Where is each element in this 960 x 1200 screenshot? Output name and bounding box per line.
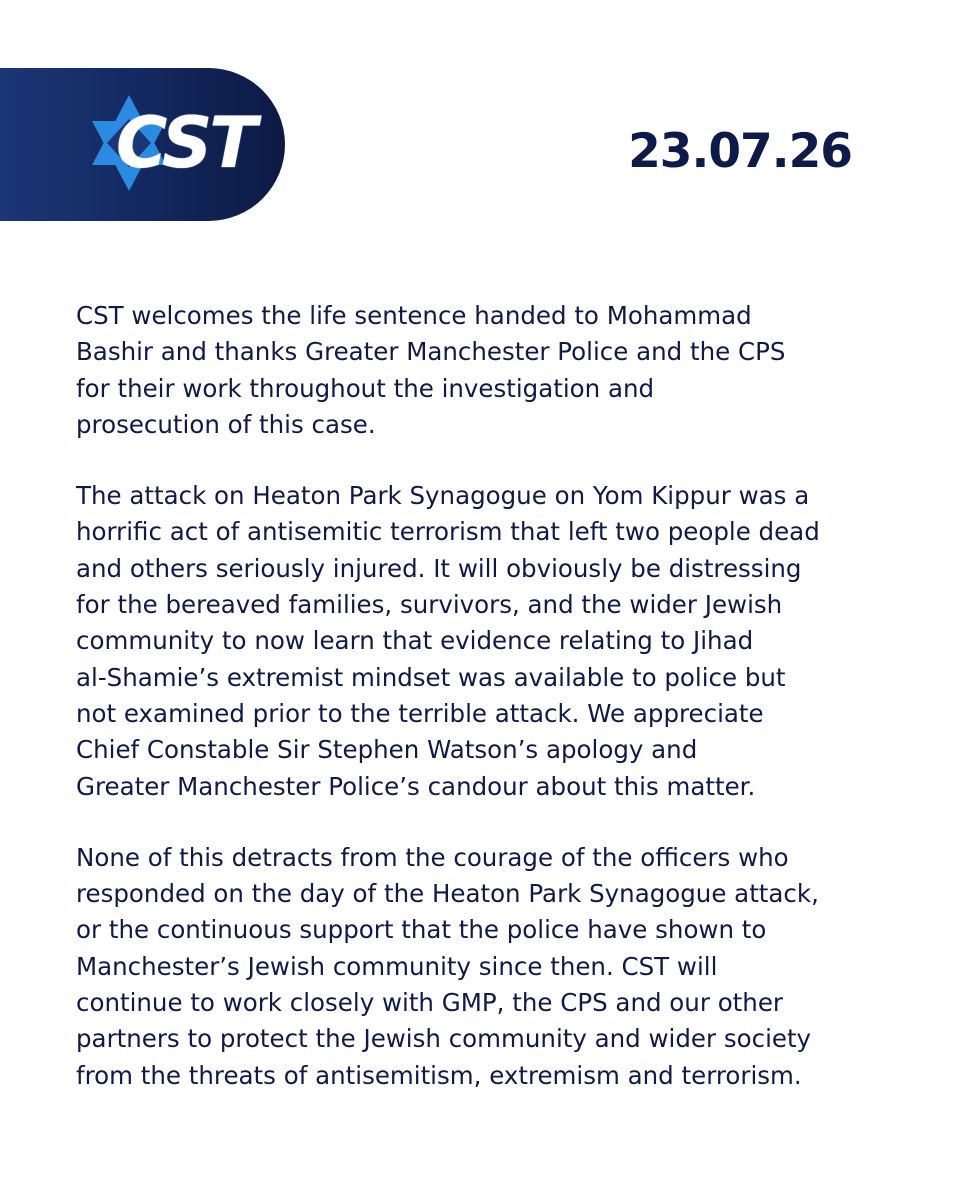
text-line: or the continuous support that the police have shown to — [76, 915, 767, 945]
paragraph-1 — [76, 298, 906, 443]
text-line: Chief Constable Sir Stephen Watson’s apology and — [76, 735, 698, 765]
text-line: Greater Manchester Police’s candour about this matter. — [76, 771, 756, 801]
text-line: None of this detracts from the courage of the officers who — [76, 842, 789, 872]
text-line: horrific act of antisemitic terrorism that left two people dead — [76, 517, 820, 547]
text-line: Bashir and thanks Greater Manchester Police and the CPS — [76, 337, 786, 367]
text-line: not examined prior to the terrible attack. We appreciate — [76, 698, 764, 728]
text-line: responded on the day of the Heaton Park Synagogue attack, — [76, 879, 819, 909]
text-line: continue to work closely with GMP, the CPS and our other — [76, 988, 783, 1018]
text-line: The attack on Heaton Park Synagogue on Yom Kippur was a — [76, 481, 810, 511]
text-line: for their work throughout the investigation and — [76, 373, 655, 403]
statement-date: 23.07.26 — [628, 124, 852, 179]
text-line: CST welcomes the life sentence handed to Mohammad — [76, 301, 752, 330]
text-line: for the bereaved families, survivors, and the wider Jewish — [76, 590, 783, 620]
text-line: from the threats of antisemitism, extremism and terrorism. — [76, 1060, 802, 1090]
text-line: al-Shamie’s extremist mindset was available to police but — [76, 662, 786, 692]
text-line: and others seriously injured. It will obviously be distressing — [76, 553, 802, 583]
paragraph-2 — [76, 478, 906, 805]
logo-wordmark: CST — [116, 102, 255, 184]
paragraph-3 — [76, 840, 906, 1094]
statement-body — [76, 298, 906, 1129]
text-line: Manchester’s Jewish community since then. CST will — [76, 951, 718, 981]
text-line: prosecution of this case. — [76, 409, 376, 439]
text-line: community to now learn that evidence relating to Jihad — [76, 626, 754, 656]
text-line: partners to protect the Jewish community and wider society — [76, 1024, 812, 1054]
